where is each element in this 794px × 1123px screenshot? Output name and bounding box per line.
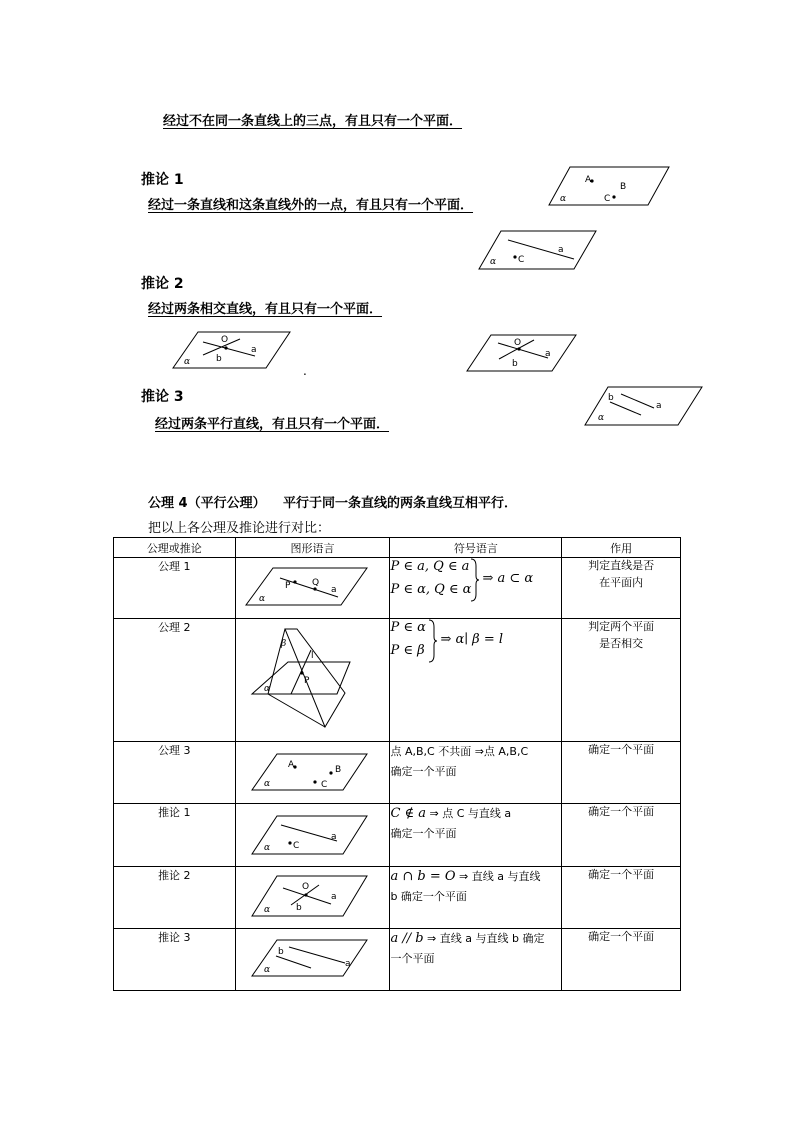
svg-text:l: l bbox=[310, 651, 314, 661]
row-figure bbox=[235, 558, 390, 619]
svg-text:a: a bbox=[656, 401, 662, 411]
corollary2-figure-right bbox=[466, 334, 578, 372]
axiom3-statement: 经过不在同一条直线上的三点，有且只有一个平面． bbox=[163, 114, 463, 129]
svg-text:α: α bbox=[263, 965, 270, 975]
svg-text:a: a bbox=[558, 245, 564, 255]
table-row bbox=[114, 804, 681, 867]
svg-text:a: a bbox=[251, 345, 257, 355]
svg-text:A: A bbox=[585, 175, 592, 185]
svg-text:P: P bbox=[303, 676, 310, 686]
row-symbol: a ∩ b = O ⇒ 直线 a 与直线 b 确定一个平面 bbox=[390, 867, 562, 929]
row-figure bbox=[235, 804, 390, 867]
svg-text:b: b bbox=[277, 947, 284, 957]
axiom3-figure bbox=[548, 166, 670, 206]
svg-text:α: α bbox=[258, 594, 265, 604]
row-name: 公理 3 bbox=[114, 742, 236, 804]
row-symbol: 点 A,B,C 不共面 ⇒点 A,B,C 确定一个平面 bbox=[390, 742, 562, 804]
svg-text:α: α bbox=[560, 194, 567, 204]
svg-text:α: α bbox=[263, 905, 270, 915]
svg-text:B: B bbox=[620, 182, 627, 192]
corollary1-figure bbox=[478, 230, 598, 270]
svg-text:α: α bbox=[263, 684, 270, 694]
svg-text:A: A bbox=[287, 760, 294, 770]
header-symbol-language: 符号语言 bbox=[390, 538, 562, 558]
table-row bbox=[114, 558, 681, 619]
row-symbol: a // b ⇒ 直线 a 与直线 b 确定 一个平面 bbox=[390, 929, 562, 991]
row-figure bbox=[235, 619, 390, 742]
svg-text:P: P bbox=[284, 581, 291, 591]
row-name: 公理 1 bbox=[114, 558, 236, 619]
header-figure-language: 图形语言 bbox=[235, 538, 390, 558]
svg-text:a: a bbox=[344, 959, 351, 969]
table-row bbox=[114, 867, 681, 929]
row-use: 确定一个平面 bbox=[562, 804, 681, 867]
corollary2-heading: 推论 2 bbox=[141, 276, 184, 292]
row-use: 确定一个平面 bbox=[562, 867, 681, 929]
row-use: 确定一个平面 bbox=[562, 742, 681, 804]
row-name: 推论 3 bbox=[114, 929, 236, 991]
svg-text:a: a bbox=[330, 585, 337, 595]
corollary3-statement: 经过两条平行直线，有且只有一个平面． bbox=[155, 417, 390, 432]
corollary1-statement: 经过一条直线和这条直线外的一点，有且只有一个平面． bbox=[148, 198, 474, 213]
corollary2-statement: 经过两条相交直线，有且只有一个平面． bbox=[148, 302, 383, 317]
row-symbol: P ∈ α P ∈ β ⇒ α∣ β = l bbox=[390, 619, 562, 742]
corollary2-figure-left bbox=[172, 331, 292, 369]
row-use: 确定一个平面 bbox=[562, 929, 681, 991]
corollary1-heading: 推论 1 bbox=[141, 172, 184, 188]
row-name: 公理 2 bbox=[114, 619, 236, 742]
axiom4-heading: 公理 4（平行公理） bbox=[148, 496, 266, 511]
table-row bbox=[114, 742, 681, 804]
svg-text:α: α bbox=[598, 413, 605, 423]
table-row bbox=[114, 929, 681, 991]
header-use: 作用 bbox=[562, 538, 681, 558]
svg-text:B: B bbox=[334, 765, 341, 775]
svg-text:b: b bbox=[608, 393, 614, 403]
axiom4-statement: 平行于同一条直线的两条直线互相平行． bbox=[283, 496, 518, 511]
svg-text:C: C bbox=[604, 194, 611, 204]
row-symbol: P ∈ a, Q ∈ a P ∈ α, Q ∈ α ⇒ a ⊂ α bbox=[390, 558, 562, 619]
row-name: 推论 1 bbox=[114, 804, 236, 867]
svg-text:O: O bbox=[514, 338, 522, 348]
svg-text:C: C bbox=[292, 841, 299, 851]
row-use: 判定直线是否 在平面内 bbox=[562, 558, 681, 619]
svg-text:α: α bbox=[184, 357, 191, 367]
svg-text:α: α bbox=[263, 843, 270, 853]
svg-text:Q: Q bbox=[311, 578, 319, 588]
row-figure bbox=[235, 867, 390, 929]
row-use: 判定两个平面 是否相交 bbox=[562, 619, 681, 742]
svg-text:b: b bbox=[216, 354, 222, 364]
svg-text:b: b bbox=[295, 903, 302, 913]
svg-text:β: β bbox=[280, 639, 286, 649]
svg-text:C: C bbox=[518, 255, 525, 265]
row-name: 推论 2 bbox=[114, 867, 236, 929]
row-figure bbox=[235, 929, 390, 991]
row-symbol: C ∉ a ⇒ 点 C 与直线 a 确定一个平面 bbox=[390, 804, 562, 867]
row-figure bbox=[235, 742, 390, 804]
svg-text:C: C bbox=[320, 780, 327, 790]
svg-text:O: O bbox=[301, 882, 309, 892]
svg-text:b: b bbox=[512, 359, 518, 369]
compare-intro: 把以上各公理及推论进行对比： bbox=[148, 521, 331, 536]
stray-dot: . bbox=[303, 364, 307, 378]
svg-text:a: a bbox=[545, 349, 551, 359]
svg-text:α: α bbox=[490, 257, 497, 267]
svg-text:α: α bbox=[263, 779, 270, 789]
svg-text:O: O bbox=[221, 335, 229, 345]
table-row bbox=[114, 619, 681, 742]
corollary3-figure bbox=[584, 386, 704, 426]
svg-text:a: a bbox=[330, 892, 337, 902]
corollary3-heading: 推论 3 bbox=[141, 389, 184, 405]
header-axiom: 公理或推论 bbox=[114, 538, 236, 558]
comparison-table bbox=[113, 537, 681, 991]
table-header-row bbox=[114, 538, 681, 558]
svg-text:a: a bbox=[330, 832, 337, 842]
